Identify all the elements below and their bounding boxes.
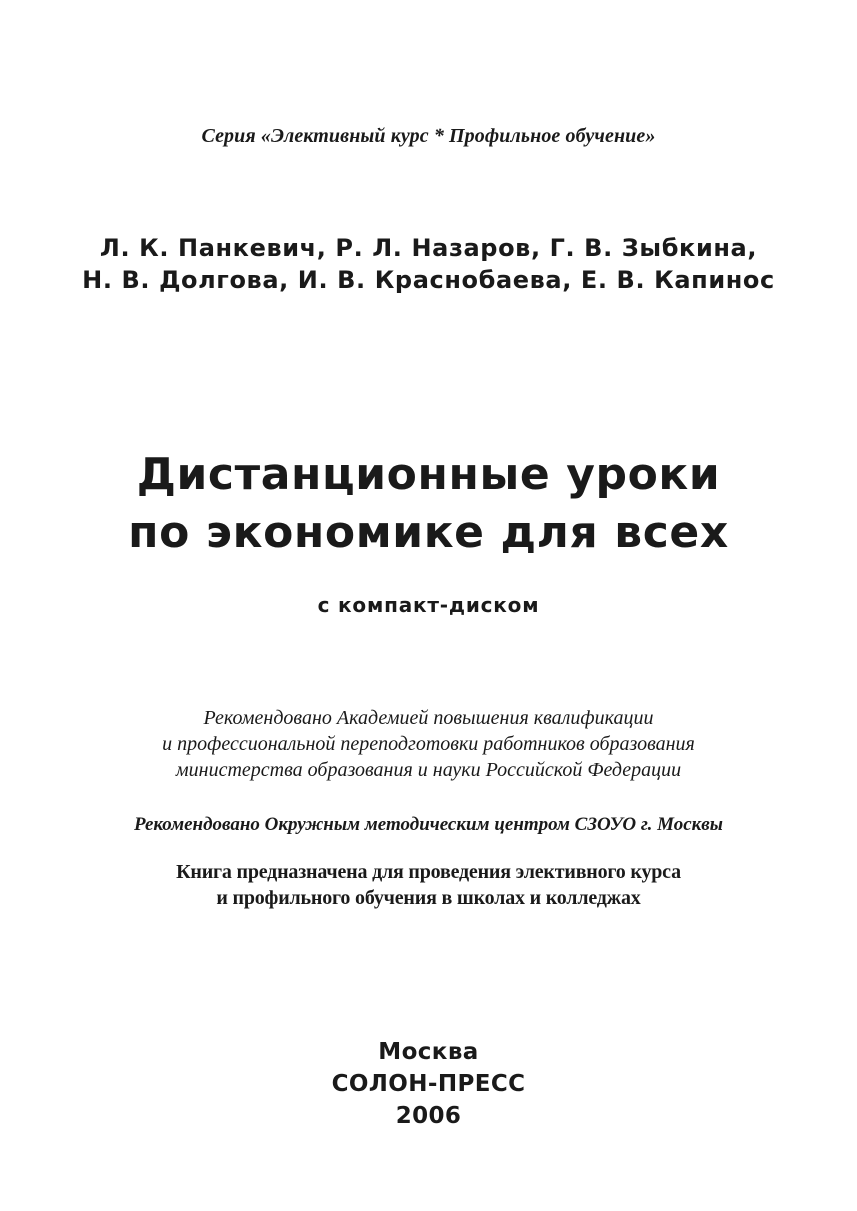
book-title-line-2: по экономике для всех [128, 507, 729, 558]
academy-recommendation [0, 705, 857, 783]
book-title-line-1: Дистанционные уроки [136, 449, 721, 500]
center-recommendation: Рекомендовано Окружным методическим центром СЗОУО г. Москвы [134, 814, 723, 835]
academy-recommendation-line-3: министерства образования и науки Российской Федерации [175, 759, 682, 781]
imprint-city: Москва [378, 1039, 479, 1065]
book-purpose-line-1: Книга предназначена для проведения элективного курса [176, 861, 681, 883]
book-purpose-line-2: и профильного обучения в школах и колледжах [216, 887, 641, 909]
authors-line-1: Л. К. Панкевич, Р. Л. Назаров, Г. В. Зыбкина, [99, 234, 758, 262]
imprint-block [0, 1036, 857, 1132]
academy-recommendation-line-1: Рекомендовано Академией повышения квалификации [203, 707, 654, 729]
authors-line-2: Н. В. Долгова, И. В. Краснобаева, Е. В. Капинос [82, 266, 775, 294]
imprint-publisher: СОЛОН-ПРЕСС [331, 1071, 526, 1097]
book-title [0, 446, 857, 562]
authors-block [0, 232, 857, 296]
imprint-year: 2006 [395, 1103, 462, 1129]
academy-recommendation-line-2: и профессиональной переподготовки работников образования [162, 733, 695, 755]
book-subtitle: с компакт-диском [317, 593, 540, 617]
series-line: Серия «Элективный курс * Профильное обучение» [201, 125, 656, 147]
book-purpose [0, 859, 857, 911]
